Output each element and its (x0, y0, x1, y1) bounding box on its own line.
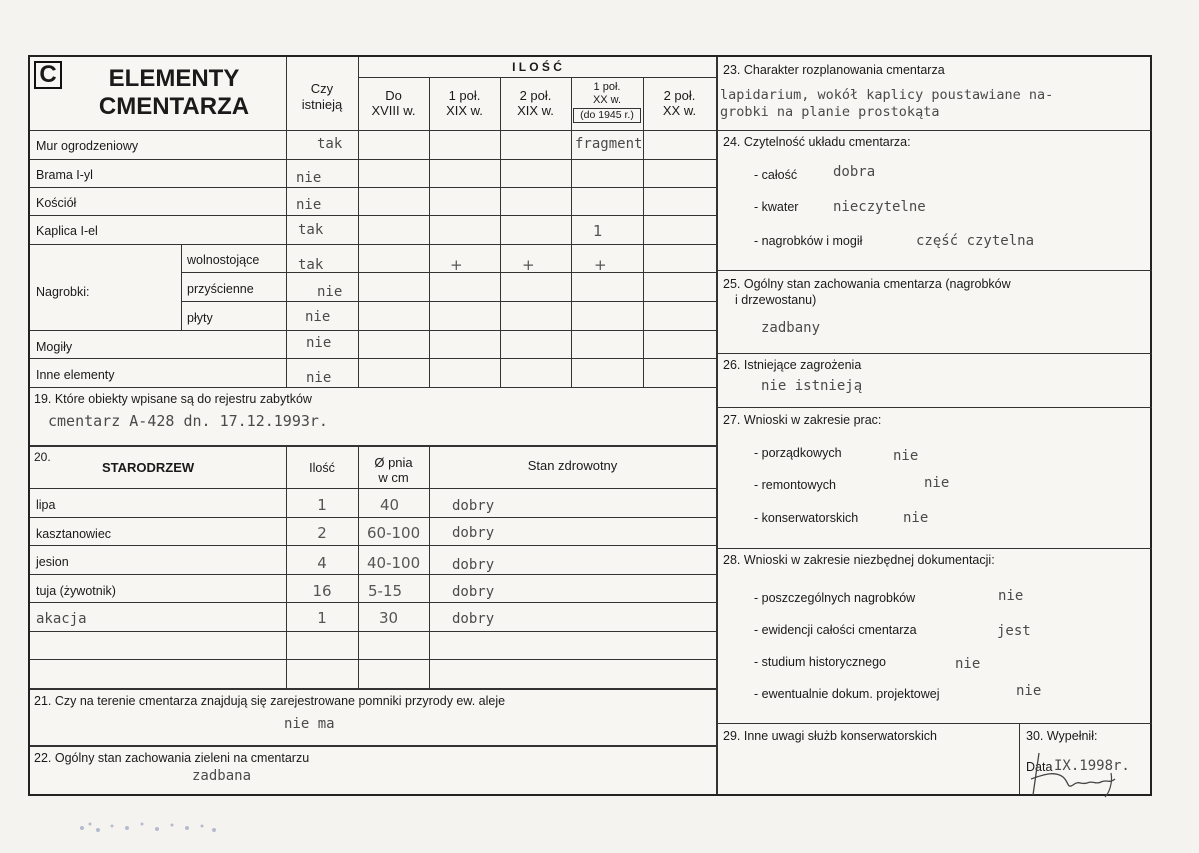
q27-item-label: - remontowych (754, 478, 836, 492)
value-church-exists: nie (296, 197, 322, 213)
divider (358, 77, 716, 78)
divider (30, 574, 716, 575)
q27-item-value: nie (924, 475, 950, 491)
q22-label: 22. Ogólny stan zachowania zieleni na cmentarzu (34, 751, 310, 765)
q24-label: 24. Czytelność układu cmentarza: (723, 135, 911, 149)
row-label-other: Inne elementy (36, 368, 115, 382)
q28-label: 28. Wnioski w zakresie niezbędnej dokumentacji: (723, 553, 995, 567)
tree-diameter: 60-100 (367, 524, 421, 542)
row-label-chapel: Kaplica I-el (36, 224, 98, 238)
divider (30, 745, 716, 747)
divider (716, 353, 1152, 354)
value-chapel-exists: tak (298, 222, 324, 238)
period-header-1-xix: 1 poł. XIX w. (446, 88, 483, 118)
divider (30, 387, 716, 388)
q28-item-value: jest (997, 623, 1031, 639)
divider (30, 631, 716, 632)
q22-value: zadbana (192, 768, 252, 784)
divider (716, 57, 718, 794)
value-chapel-1xx: 1 (593, 222, 603, 240)
value-freestanding-exists: tak (298, 257, 324, 273)
divider (500, 77, 501, 387)
value-freestanding-1xx: + (594, 256, 607, 274)
divider (30, 545, 716, 546)
divider (429, 77, 430, 387)
row-label-church: Kościół (36, 196, 77, 210)
period-header-xviii: Do XVIII w. (371, 88, 416, 118)
divider (30, 517, 716, 518)
q21-value: nie ma (284, 716, 335, 732)
q27-label: 27. Wnioski w zakresie prac: (723, 413, 882, 427)
q27-item-value: nie (893, 448, 919, 464)
tree-count: 16 (312, 582, 332, 600)
q28-item-label: - ewidencji całości cmentarza (754, 623, 917, 637)
row-label-wall: Mur ogrodzeniowy (36, 139, 139, 153)
q20-diameter-header: Ø pnia w cm (374, 455, 413, 485)
q25-label-line1: 25. Ogólny stan zachowania cmentarza (nagrobków (723, 277, 1011, 291)
page-title-line1: ELEMENTY (108, 65, 240, 92)
q20-number: 20. (34, 450, 51, 464)
divider (181, 272, 716, 273)
value-slabs-exists: nie (305, 309, 331, 325)
tree-count: 2 (317, 524, 327, 542)
q28-item-label: - ewentualnie dokum. projektowej (754, 687, 940, 701)
divider (30, 358, 716, 359)
q28-item-label: - poszczególnych nagrobków (754, 591, 916, 605)
q30-date-label: Data (1026, 760, 1053, 774)
period-header-1-xx: 1 poł. XX w. (do 1945 r.) (571, 81, 643, 123)
value-other-exists: nie (306, 370, 332, 386)
section-letter-box (34, 61, 62, 89)
divider (716, 130, 1152, 131)
row-label-gate: Brama I-yl (36, 168, 93, 182)
q27-item-value: nie (903, 510, 929, 526)
q28-item-label: - studium historycznego (754, 655, 887, 669)
q19-label: 19. Które obiekty wpisane są do rejestru zabytków (34, 392, 312, 406)
divider (30, 445, 716, 447)
tree-diameter: 30 (379, 609, 399, 627)
row-label-freestanding: wolnostojące (187, 253, 260, 267)
signature (1025, 749, 1140, 799)
row-label-graves-group: Nagrobki: (36, 285, 90, 299)
quantity-header: I L O Ś Ć (512, 60, 562, 74)
row-label-burial-mounds: Mogiły (36, 340, 73, 354)
value-burial-mounds-exists: nie (306, 335, 332, 351)
divider (429, 445, 430, 688)
q26-value: nie istnieją (761, 378, 863, 394)
q24-item-value: nieczytelne (833, 199, 926, 215)
q24-item-value: dobra (833, 164, 876, 180)
section-letter: C (39, 61, 57, 88)
value-freestanding-1xix: + (450, 256, 463, 274)
tree-diameter: 40 (380, 496, 400, 514)
tree-count: 4 (317, 554, 327, 572)
q25-label-line2: i drzewostanu) (735, 293, 817, 307)
period-header-2-xix: 2 poł. XIX w. (517, 88, 554, 118)
divider (571, 77, 572, 387)
value-wall-exists: tak (317, 136, 343, 152)
divider (181, 244, 182, 330)
q27-item-label: - konserwatorskich (754, 511, 859, 525)
q25-value: zadbany (761, 320, 821, 336)
q28-item-value: nie (1016, 683, 1042, 699)
q24-item-label: - nagrobków i mogił (754, 234, 863, 248)
q24-item-value: część czytelna (916, 233, 1035, 249)
divider (716, 723, 1152, 724)
tree-health: dobry (452, 498, 495, 514)
divider (181, 301, 716, 302)
q24-item-label: - kwater (754, 200, 799, 214)
divider (30, 187, 716, 188)
tree-diameter: 5-15 (368, 582, 403, 600)
tree-species: akacja (36, 611, 87, 627)
value-wall-note: fragment (575, 136, 643, 152)
tree-count: 1 (317, 609, 327, 627)
divider (30, 602, 716, 603)
q19-value: cmentarz A-428 dn. 17.12.1993r. (48, 412, 328, 430)
q28-item-value: nie (955, 656, 981, 672)
divider (30, 215, 716, 216)
q23-label: 23. Charakter rozplanowania cmentarza (723, 63, 945, 77)
divider (30, 159, 716, 160)
value-wall-graves-exists: nie (317, 284, 343, 300)
q26-label: 26. Istniejące zagrożenia (723, 358, 862, 372)
tree-species: kasztanowiec (36, 527, 112, 541)
row-label-slabs: płyty (187, 311, 213, 325)
tree-health: dobry (452, 584, 495, 600)
q28-item-value: nie (998, 588, 1024, 604)
divider (30, 688, 716, 690)
page-title-line2: CMENTARZA (98, 93, 250, 120)
divider (716, 407, 1152, 408)
q23-value-line1: lapidarium, wokół kaplicy poustawiane na- (720, 87, 1054, 103)
divider (30, 244, 716, 245)
tree-species: jesion (36, 555, 69, 569)
page-title (74, 65, 274, 121)
divider (716, 548, 1152, 549)
faded-stamp (72, 800, 232, 840)
tree-species: tuja (żywotnik) (36, 584, 116, 598)
value-gate-exists: nie (296, 170, 322, 186)
divider (30, 330, 716, 331)
divider (30, 130, 716, 131)
q20-health-header: Stan zdrowotny (527, 458, 618, 473)
period-header-2-xx: 2 poł. XX w. (662, 88, 697, 118)
q30-date-value: IX.1998r. (1054, 758, 1130, 774)
tree-species: lipa (36, 498, 56, 512)
divider (716, 270, 1152, 271)
q29-label: 29. Inne uwagi służb konserwatorskich (723, 729, 938, 743)
q20-count-header: Ilość (309, 461, 335, 475)
divider (30, 659, 716, 660)
q30-label: 30. Wypełnił: (1026, 729, 1098, 743)
divider (643, 77, 644, 387)
q23-value-line2: grobki na planie prostokąta (720, 104, 940, 120)
q20-title: STARODRZEW (102, 460, 195, 475)
row-label-wall-graves: przyścienne (187, 282, 254, 296)
cemetery-elements-card (28, 55, 1152, 796)
value-freestanding-2xix: + (522, 256, 535, 274)
q21-label: 21. Czy na terenie cmentarza znajdują się zarejestrowane pomniki przyrody ew. aleje (34, 694, 506, 708)
divider (1019, 723, 1020, 794)
exists-column-header: Czy istnieją (301, 81, 343, 112)
divider (30, 488, 716, 489)
q27-item-label: - porządkowych (754, 446, 842, 460)
tree-health: dobry (452, 557, 495, 573)
tree-health: dobry (452, 611, 495, 627)
tree-count: 1 (317, 496, 327, 514)
tree-health: dobry (452, 525, 495, 541)
q24-item-label: - całość (754, 168, 798, 182)
tree-diameter: 40-100 (367, 554, 421, 572)
